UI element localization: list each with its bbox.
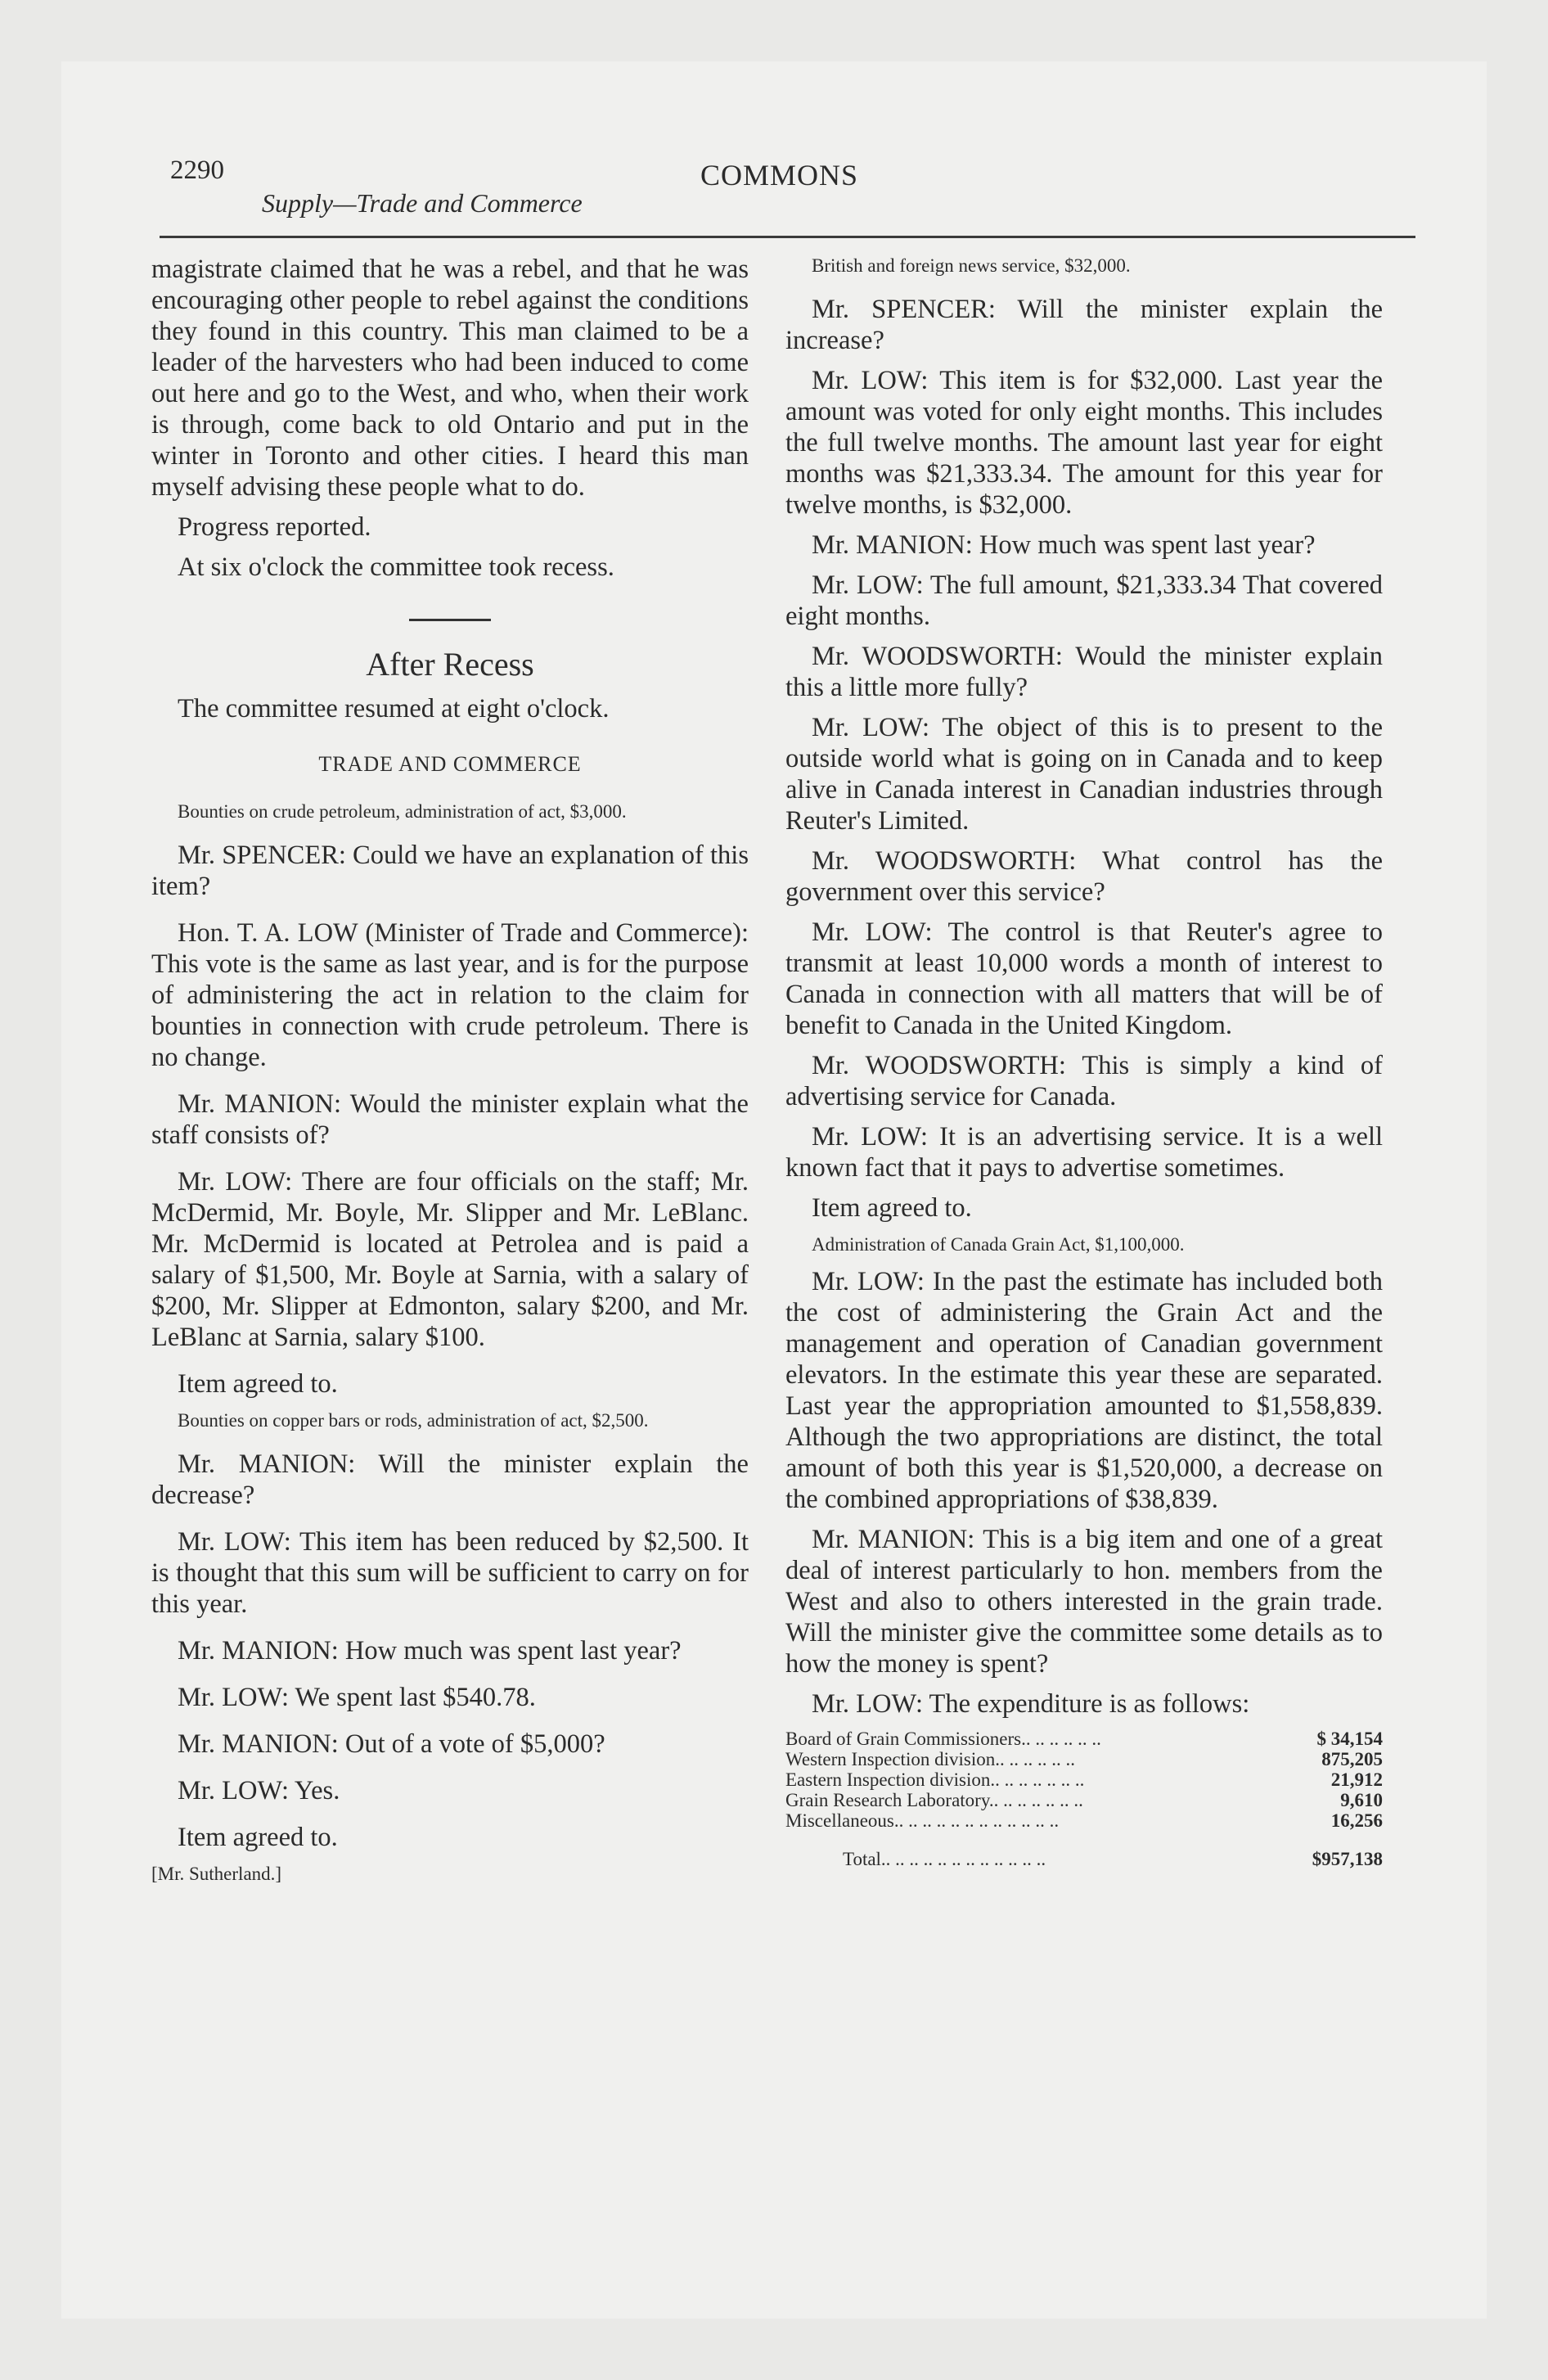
paragraph: Mr. MANION: This is a big item and one of a great deal of interest particularly to hon. members from the West and also to others interested in the grain trade. Will the minister give the committee some details as to how the money is spent? <box>785 1525 1383 1679</box>
paragraph: Mr. LOW: We spent last $540.78. <box>178 1683 536 1712</box>
paragraph: Mr. MANION: Will the minister explain the decrease? <box>151 1449 749 1510</box>
paragraph: Hon. T. A. LOW (Minister of Trade and Commerce): This vote is the same as last year, and is for the purpose of administering the act in relation to the claim for bounties in connection with crude petroleum. There is no change. <box>151 918 749 1072</box>
row-amount: $ 34,154 <box>1316 1729 1383 1749</box>
estimate-item: British and foreign news service, $32,000. <box>812 255 1131 276</box>
paragraph: The committee resumed at eight o'clock. <box>178 694 610 723</box>
row-label: Board of Grain Commissioners.. .. .. .. .. .. <box>785 1729 1101 1749</box>
paragraph: Mr. WOODSWORTH: Would the minister explain this a little more fully? <box>785 642 1383 702</box>
row-amount: 875,205 <box>1321 1749 1383 1769</box>
row-amount: 16,256 <box>1330 1810 1383 1831</box>
section-heading: After Recess <box>366 646 534 683</box>
paragraph: Mr. LOW: It is an advertising service. It is a well known fact that it pays to advertise sometimes. <box>785 1122 1383 1183</box>
paragraph: Mr. LOW: Yes. <box>178 1776 340 1805</box>
table-row <box>785 1749 1383 1769</box>
paragraph: Mr. WOODSWORTH: This is simply a kind of advertising service for Canada. <box>785 1051 1383 1111</box>
right-column <box>785 254 1383 1869</box>
paragraph: Mr. MANION: How much was spent last year? <box>178 1636 682 1666</box>
spacer <box>151 911 749 917</box>
spacer <box>151 1629 749 1635</box>
table-row <box>785 1810 1383 1831</box>
paragraph: At six o'clock the committee took recess. <box>178 552 614 582</box>
paragraph: Item agreed to. <box>178 1369 338 1399</box>
spacer <box>151 1815 749 1822</box>
left-column <box>151 254 749 1895</box>
spacer <box>151 1722 749 1729</box>
spacer <box>151 1442 749 1449</box>
running-title: COMMONS <box>700 159 859 192</box>
spacer <box>151 1675 749 1682</box>
paragraph: Mr. SPENCER: Could we have an explanation of this item? <box>151 841 749 901</box>
spacer <box>151 1769 749 1775</box>
expenditure-table <box>785 1729 1383 1869</box>
header-rule <box>160 236 1415 238</box>
paragraph: Mr. SPENCER: Will the minister explain the increase? <box>785 295 1383 355</box>
estimate-item: Administration of Canada Grain Act, $1,100,000. <box>812 1234 1185 1255</box>
paragraph: Mr. LOW: The control is that Reuter's agree to transmit at least 10,000 words a month of interest to Canada in connection with all matters that will be of benefit to Canada in the United Kingdom. <box>785 917 1383 1040</box>
paragraph: Item agreed to. <box>812 1193 972 1223</box>
estimate-item: Bounties on crude petroleum, administration of act, $3,000. <box>178 801 627 822</box>
paragraph: Mr. LOW: The full amount, $21,333.34 That covered eight months. <box>785 570 1383 631</box>
paragraph: Mr. LOW: In the past the estimate has included both the cost of administering the Grain Act and the management and operation of Canadian government elevators. In the estimate this year these are separated. Last year the appropriation amounted to $1,558,839. Although the two appropriations are distinct, the total amount of both this year is $1,520,000, a decrease on the combined appropriations of $38,839. <box>785 1267 1383 1514</box>
subsection-title: TRADE AND COMMERCE <box>318 752 582 776</box>
row-amount: 21,912 <box>1330 1769 1383 1790</box>
paragraph: Mr. MANION: How much was spent last year? <box>812 530 1316 560</box>
table-total-row <box>785 1831 1383 1869</box>
paragraph: Progress reported. <box>178 512 371 542</box>
row-label: Miscellaneous.. .. .. .. .. .. .. .. .. .. .. .. <box>785 1810 1060 1831</box>
paragraph: magistrate claimed that he was a rebel, and that he was encouraging other people to rebel against the conditions they found in this country. This man claimed to be a leader of the harvesters who had been induced to come out here and go to the West, and who, when their work is through, come back to old Ontario and put in the winter in Toronto and other cities. I heard this man myself advising these people what to do. <box>151 255 749 502</box>
paragraph: Mr. LOW: This item has been reduced by $2,500. It is thought that this sum will be sufficient to carry on for this year. <box>151 1527 749 1619</box>
section-divider <box>409 619 491 621</box>
spacer <box>785 287 1383 294</box>
row-label: Grain Research Laboratory.. .. .. .. .. .. .. <box>785 1790 1083 1810</box>
page-number: 2290 <box>170 156 224 185</box>
spacer <box>151 1362 749 1368</box>
row-label: Western Inspection division.. .. .. .. .. .. <box>785 1749 1075 1769</box>
spacer <box>151 1082 749 1089</box>
total-label: Total.. .. .. .. .. .. .. .. .. .. .. .. <box>843 1849 1046 1869</box>
page-footer-speaker: [Mr. Sutherland.] <box>151 1864 282 1884</box>
estimate-item: Bounties on copper bars or rods, administration of act, $2,500. <box>178 1410 649 1431</box>
total-amount: $957,138 <box>1312 1849 1383 1869</box>
paragraph: Mr. LOW: The expenditure is as follows: <box>812 1689 1250 1719</box>
table-row <box>785 1790 1383 1810</box>
table-row <box>785 1769 1383 1790</box>
table-row <box>785 1729 1383 1749</box>
paragraph: Mr. MANION: Out of a vote of $5,000? <box>178 1729 605 1759</box>
paragraph: Item agreed to. <box>178 1823 338 1852</box>
row-label: Eastern Inspection division.. .. .. .. .. .. .. <box>785 1769 1085 1790</box>
paragraph: Mr. LOW: This item is for $32,000. Last year the amount was voted for only eight months. This includes the full twelve months. The amount last year for eight months was $21,333.34. The amount for this year for twelve months, is $32,000. <box>785 366 1383 520</box>
running-subtitle: Supply—Trade and Commerce <box>262 188 583 218</box>
paragraph: Mr. MANION: Would the minister explain what the staff consists of? <box>151 1089 749 1150</box>
spacer <box>151 833 749 840</box>
spacer <box>151 1160 749 1166</box>
paragraph: Mr. LOW: There are four officials on the staff; Mr. McDermid, Mr. Boyle, Mr. Slipper and Mr. LeBlanc. Mr. McDermid is located at Petrolea and is paid a salary of $1,500, Mr. Boyle at Sarnia, with a salary of $200, Mr. Slipper at Edmonton, salary $200, and Mr. LeBlanc at Sarnia, salary $100. <box>151 1167 749 1352</box>
paragraph: Mr. WOODSWORTH: What control has the government over this service? <box>785 846 1383 907</box>
paragraph: Mr. LOW: The object of this is to present to the outside world what is going on in Canada and to keep alive in Canada interest in Canadian industries through Reuter's Limited. <box>785 713 1383 836</box>
row-amount: 9,610 <box>1340 1790 1383 1810</box>
spacer <box>151 1520 749 1526</box>
